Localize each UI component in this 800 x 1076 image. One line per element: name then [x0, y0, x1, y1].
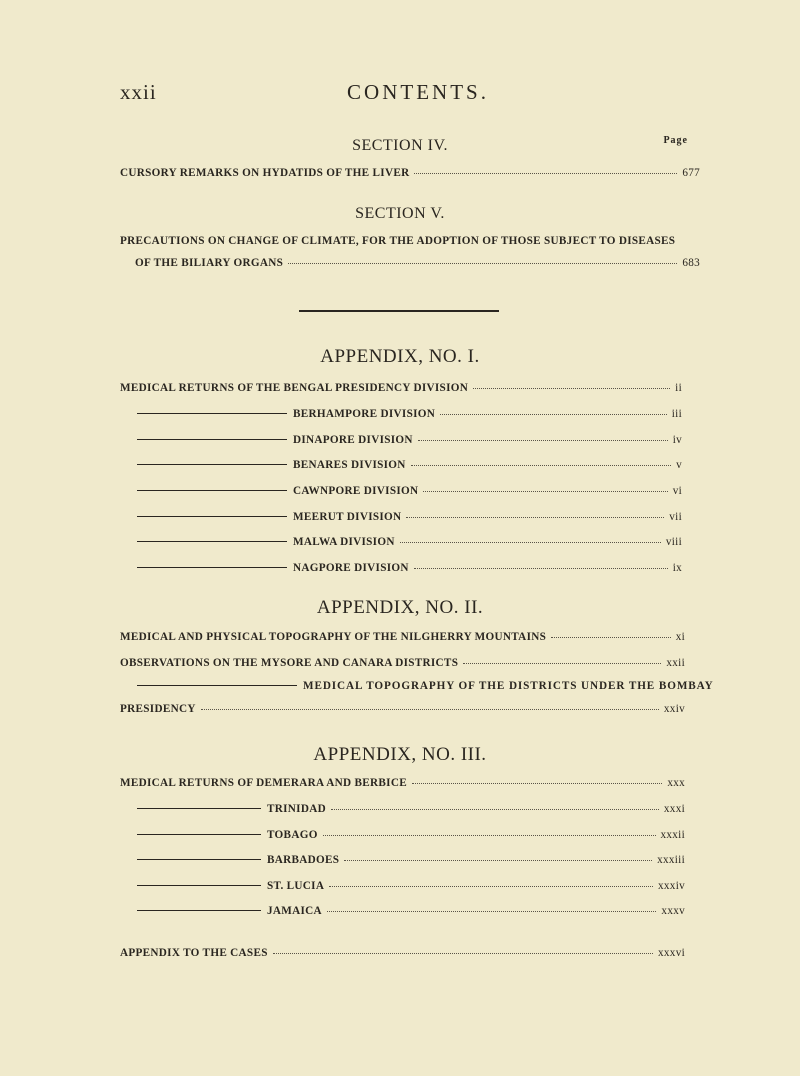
dot-leader [551, 637, 671, 638]
toc-entry-page: iv [672, 434, 682, 446]
toc-entry-page: xxxi [663, 803, 685, 815]
toc-entry [137, 854, 685, 866]
dot-leader [414, 568, 668, 569]
toc-entry [137, 485, 682, 497]
toc-entry [120, 631, 685, 643]
dot-leader [473, 388, 670, 389]
dot-leader [440, 414, 667, 415]
toc-entry-text: MEERUT DIVISION [293, 511, 402, 523]
toc-entry [120, 703, 685, 715]
toc-entry-page: ii [675, 382, 682, 394]
toc-entry-page: v [676, 459, 682, 471]
dot-leader [327, 911, 656, 912]
appendix-3-heading: APPENDIX, NO. III. [313, 744, 487, 765]
toc-entry [120, 657, 685, 669]
dot-leader [329, 886, 653, 887]
toc-entry [120, 947, 685, 959]
toc-entry [137, 562, 682, 574]
dot-leader [273, 953, 653, 954]
toc-entry-text: APPENDIX TO THE CASES [120, 947, 268, 959]
ditto-rule [137, 910, 261, 911]
toc-entry-page: 677 [682, 167, 700, 179]
toc-entry-page: xxxv [661, 905, 685, 917]
toc-entry-page: xi [675, 631, 685, 643]
toc-entry-text: MALWA DIVISION [293, 536, 395, 548]
toc-entry [120, 167, 700, 179]
dot-leader [406, 517, 664, 518]
ditto-rule [137, 834, 261, 835]
toc-entry-page: vii [669, 511, 682, 523]
ditto-rule [137, 685, 297, 686]
ditto-rule [137, 859, 261, 860]
toc-entry-page: xxii [666, 657, 685, 669]
toc-entry-text: PRESIDENCY [120, 703, 196, 715]
toc-entry-text: MEDICAL RETURNS OF DEMERARA AND BERBICE [120, 777, 407, 789]
page-number: xxii [120, 80, 157, 104]
ditto-rule [137, 413, 287, 414]
ditto-rule [137, 464, 287, 465]
toc-entry [137, 803, 685, 815]
dot-leader [412, 783, 662, 784]
toc-entry-text: JAMAICA [267, 905, 322, 917]
appendix-2-heading: APPENDIX, NO. II. [316, 597, 484, 618]
toc-entry-text: MEDICAL AND PHYSICAL TOPOGRAPHY OF THE NILGHERRY MOUNTAINS [120, 631, 547, 643]
ditto-rule [137, 808, 261, 809]
toc-entry-text-line1: PRECAUTIONS ON CHANGE OF CLIMATE, FOR THE ADOPTION OF THOSE SUBJECT TO DISEASES [120, 235, 676, 247]
toc-entry [137, 536, 682, 548]
toc-entry-page: xxx [667, 777, 685, 789]
toc-entry [137, 829, 685, 841]
ditto-rule [137, 439, 287, 440]
toc-entry-page: viii [665, 536, 682, 548]
toc-entry-text: NAGPORE DIVISION [293, 562, 409, 574]
toc-entry-text: MEDICAL TOPOGRAPHY OF THE DISTRICTS UNDER THE BOMBAY [303, 680, 714, 692]
toc-entry-page: ix [672, 562, 682, 574]
running-title: CONTENTS. [347, 80, 489, 104]
toc-entry [137, 880, 685, 892]
toc-entry [135, 257, 700, 269]
toc-entry-page: 683 [682, 257, 700, 269]
toc-entry-text: OF THE BILIARY ORGANS [135, 257, 284, 269]
dot-leader [288, 263, 677, 264]
toc-entry [137, 459, 682, 471]
toc-entry [120, 777, 685, 789]
dot-leader [411, 465, 671, 466]
dot-leader [423, 491, 667, 492]
toc-entry-page: xxxvi [658, 947, 685, 959]
toc-entry-text: BERHAMPORE DIVISION [293, 408, 436, 420]
toc-entry-page: vi [672, 485, 682, 497]
dot-leader [344, 860, 652, 861]
ditto-rule [137, 516, 287, 517]
toc-entry-text: BENARES DIVISION [293, 459, 406, 471]
ditto-rule [137, 490, 287, 491]
page-column-label: Page [663, 135, 688, 146]
toc-entry-page: iii [671, 408, 682, 420]
ditto-rule [137, 567, 287, 568]
dot-leader [201, 709, 659, 710]
dot-leader [414, 173, 677, 174]
ditto-rule [137, 885, 261, 886]
dot-leader [418, 440, 668, 441]
toc-entry-text: TOBAGO [267, 829, 318, 841]
toc-entry-page: xxxiii [657, 854, 685, 866]
section-v-heading: SECTION V. [355, 205, 445, 222]
toc-entry-page: xxxii [660, 829, 685, 841]
toc-entry-text: CAWNPORE DIVISION [293, 485, 419, 497]
toc-entry-page: xxxiv [658, 880, 685, 892]
toc-entry-text: DINAPORE DIVISION [293, 434, 413, 446]
dot-leader [331, 809, 659, 810]
toc-entry [120, 382, 682, 394]
toc-entry-text: ST. LUCIA [267, 880, 325, 892]
toc-entry-page: xxiv [663, 703, 685, 715]
toc-entry [137, 434, 682, 446]
ditto-rule [137, 541, 287, 542]
toc-entry-text: CURSORY REMARKS ON HYDATIDS OF THE LIVER [120, 167, 410, 179]
dot-leader [463, 663, 661, 664]
section-divider-rule [299, 310, 499, 312]
toc-entry-text: TRINIDAD [267, 803, 326, 815]
toc-entry-text: BARBADOES [267, 854, 340, 866]
toc-entry-text: OBSERVATIONS ON THE MYSORE AND CANARA DISTRICTS [120, 657, 459, 669]
toc-entry [137, 905, 685, 917]
toc-entry [137, 408, 682, 420]
section-iv-heading: SECTION IV. [352, 137, 448, 154]
appendix-1-heading: APPENDIX, NO. I. [320, 346, 480, 367]
toc-entry [137, 511, 682, 523]
dot-leader [400, 542, 661, 543]
toc-entry-text-line1 [137, 680, 714, 692]
toc-entry-text: MEDICAL RETURNS OF THE BENGAL PRESIDENCY DIVISION [120, 382, 469, 394]
dot-leader [323, 835, 656, 836]
